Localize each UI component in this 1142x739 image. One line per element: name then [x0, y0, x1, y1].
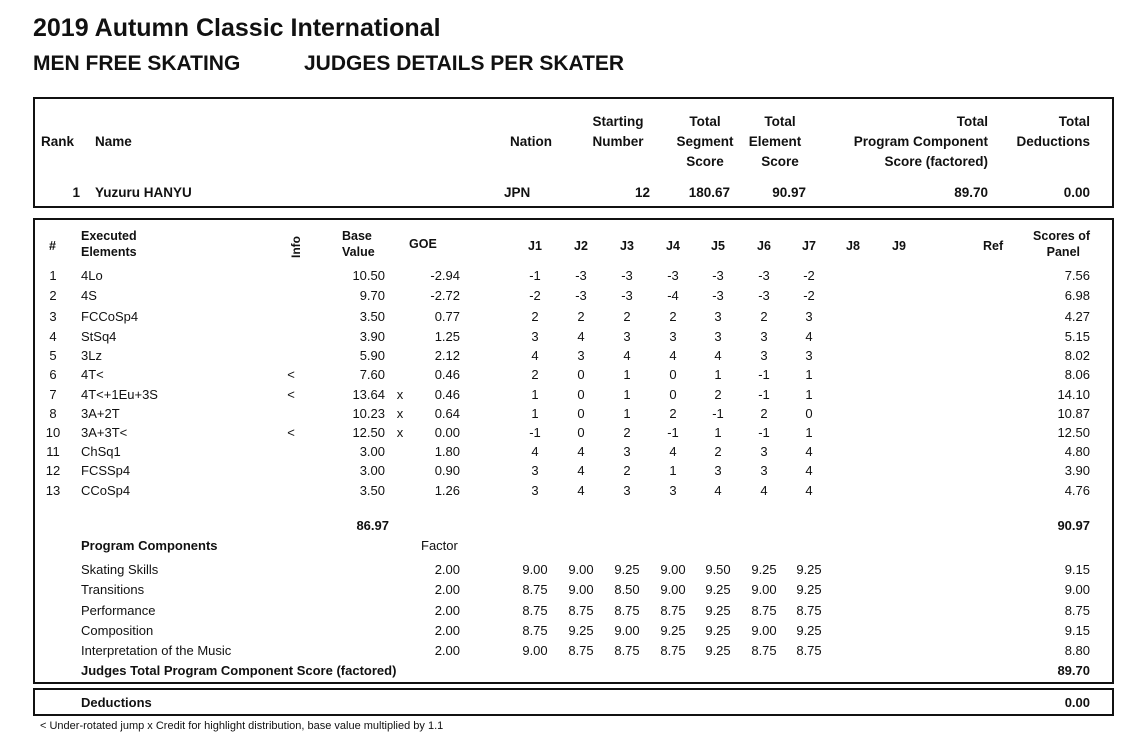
starting-number-header-2: Number [592, 134, 644, 149]
element-goe: 1.25 [434, 329, 460, 344]
element-judge-7: 1 [805, 387, 813, 402]
ded-header-2: Deductions [1016, 134, 1090, 149]
element-bonus-mark: x [396, 387, 404, 402]
element-number: 10 [45, 425, 61, 440]
info-header: Info [289, 236, 303, 258]
base-header-1: Base [342, 229, 372, 243]
component-judge-4: 8.75 [660, 603, 686, 618]
element-panel-score: 7.56 [1064, 268, 1090, 283]
element-judge-4: 3 [669, 329, 677, 344]
element-panel-score: 4.76 [1064, 483, 1090, 498]
element-judge-6: -3 [758, 268, 770, 283]
factor-header: Factor [421, 538, 458, 553]
element-panel-score: 8.06 [1064, 367, 1090, 382]
element-panel-score: 10.87 [1057, 406, 1090, 421]
element-judge-1: 2 [531, 367, 539, 382]
component-judge-5: 9.50 [705, 562, 731, 577]
element-judge-7: 1 [805, 367, 813, 382]
judge-header-4: J4 [666, 239, 680, 253]
element-goe: 0.46 [434, 387, 460, 402]
element-judge-2: 0 [577, 425, 585, 440]
element-judge-7: 4 [805, 483, 813, 498]
component-judge-6: 9.00 [751, 623, 777, 638]
component-judge-5: 9.25 [705, 643, 731, 658]
element-judge-4: 2 [669, 309, 677, 324]
component-judge-4: 8.75 [660, 643, 686, 658]
judge-header-3: J3 [620, 239, 634, 253]
element-panel-score: 5.15 [1064, 329, 1090, 344]
pcs-header-1: Total [956, 114, 988, 129]
component-panel-score: 9.00 [1064, 582, 1090, 597]
judge-header-8: J8 [846, 239, 860, 253]
element-judge-6: -1 [758, 387, 770, 402]
element-name: 4T<+1Eu+3S [81, 387, 158, 402]
goe-header: GOE [409, 237, 437, 251]
judge-header-5: J5 [711, 239, 725, 253]
deductions-label: Deductions [81, 695, 152, 710]
event-title: 2019 Autumn Classic International [33, 14, 441, 42]
component-judge-3: 8.75 [614, 603, 640, 618]
element-judge-1: 4 [531, 348, 539, 363]
element-name: 3Lz [81, 348, 102, 363]
component-judge-3: 9.00 [614, 623, 640, 638]
component-judge-1: 9.00 [522, 643, 548, 658]
element-judge-2: 3 [577, 348, 585, 363]
element-judge-1: 1 [531, 406, 539, 421]
component-judge-2: 9.25 [568, 623, 594, 638]
judge-header-1: J1 [528, 239, 542, 253]
element-judge-2: 4 [577, 329, 585, 344]
element-goe: 1.80 [434, 444, 460, 459]
element-judge-4: 0 [669, 387, 677, 402]
element-judge-2: 0 [577, 367, 585, 382]
element-judge-1: 3 [531, 483, 539, 498]
skater-tss: 180.67 [688, 185, 730, 200]
deductions-value: 0.00 [1064, 695, 1090, 710]
element-judge-3: 1 [623, 367, 631, 382]
element-goe: 1.26 [434, 483, 460, 498]
base-header-2: Value [342, 245, 375, 259]
element-judge-3: 2 [623, 425, 631, 440]
component-judge-6: 9.25 [751, 562, 777, 577]
element-bonus-mark: x [396, 425, 404, 440]
element-judge-7: 4 [805, 329, 813, 344]
component-judge-4: 9.25 [660, 623, 686, 638]
element-number: 5 [49, 348, 57, 363]
scores-header-2: Panel [1046, 245, 1080, 259]
element-judge-7: 1 [805, 425, 813, 440]
element-judge-1: -1 [529, 425, 541, 440]
element-judge-5: 4 [714, 348, 722, 363]
element-judge-6: 2 [760, 406, 768, 421]
element-panel-score: 14.10 [1057, 387, 1090, 402]
component-judge-1: 8.75 [522, 582, 548, 597]
component-name: Interpretation of the Music [81, 643, 232, 658]
component-panel-score: 8.80 [1064, 643, 1090, 658]
element-panel-score: 4.80 [1064, 444, 1090, 459]
element-name: 3A+3T< [81, 425, 128, 440]
component-judge-7: 8.75 [796, 643, 822, 658]
element-judge-5: 3 [714, 329, 722, 344]
component-factor: 2.00 [434, 562, 460, 577]
element-number: 11 [46, 444, 60, 459]
element-judge-3: -3 [621, 288, 633, 303]
element-judge-3: 3 [623, 329, 631, 344]
element-judge-3: 1 [623, 406, 631, 421]
element-judge-6: -1 [758, 367, 770, 382]
element-judge-6: -3 [758, 288, 770, 303]
element-judge-7: 4 [805, 463, 813, 478]
element-judge-6: 2 [760, 309, 768, 324]
element-name: CCoSp4 [81, 483, 131, 498]
element-info: < [287, 367, 295, 382]
element-name: FCSSp4 [81, 463, 131, 478]
element-judge-5: -3 [712, 268, 724, 283]
element-judge-4: -1 [667, 425, 679, 440]
judge-header-9: J9 [892, 239, 906, 253]
component-judge-2: 9.00 [568, 562, 594, 577]
skater-name: Yuzuru HANYU [95, 185, 192, 200]
element-judge-2: 0 [577, 387, 585, 402]
component-panel-score: 8.75 [1064, 603, 1090, 618]
tss-header-1: Total [689, 114, 721, 129]
element-judge-1: 1 [531, 387, 539, 402]
element-base-value: 3.50 [359, 309, 385, 324]
element-judge-7: 4 [805, 444, 813, 459]
skater-pcs: 89.70 [954, 185, 988, 200]
element-judge-7: 3 [805, 348, 813, 363]
element-judge-5: 3 [714, 309, 722, 324]
rank-header: Rank [41, 134, 75, 149]
element-judge-2: -3 [575, 288, 587, 303]
element-goe: 0.64 [434, 406, 460, 421]
scores-header-1: Scores of [1033, 229, 1090, 243]
segment-title: MEN FREE SKATING [33, 52, 241, 75]
component-factor: 2.00 [434, 643, 460, 658]
element-judge-2: 4 [577, 483, 585, 498]
element-base-value: 3.90 [359, 329, 385, 344]
component-name: Composition [81, 623, 154, 638]
element-number: 1 [49, 268, 57, 283]
element-judge-3: 2 [623, 463, 631, 478]
element-goe: -2.94 [430, 268, 460, 283]
element-judge-6: -1 [758, 425, 770, 440]
element-goe: 0.90 [434, 463, 460, 478]
element-judge-6: 4 [760, 483, 768, 498]
element-name: 4T< [81, 367, 104, 382]
component-judge-2: 8.75 [568, 643, 594, 658]
element-number: 2 [49, 288, 57, 303]
skater-tes: 90.97 [772, 185, 806, 200]
element-number: 6 [49, 367, 57, 382]
element-base-value: 3.50 [359, 483, 385, 498]
component-name: Skating Skills [81, 562, 159, 577]
deductions-box [33, 688, 1114, 716]
component-judge-6: 8.75 [751, 603, 777, 618]
element-base-value: 3.00 [359, 463, 385, 478]
element-number: 7 [49, 387, 57, 402]
element-judge-3: 2 [623, 309, 631, 324]
element-name: StSq4 [81, 329, 117, 344]
element-judge-5: 2 [714, 444, 722, 459]
element-panel-score: 6.98 [1064, 288, 1090, 303]
tes-header-3: Score [761, 154, 799, 169]
element-base-value: 7.60 [359, 367, 385, 382]
starting-number-header-1: Starting [592, 114, 644, 129]
element-judge-3: 3 [623, 483, 631, 498]
nation-header: Nation [510, 134, 552, 149]
ref-header: Ref [983, 239, 1004, 253]
element-base-value: 3.00 [359, 444, 385, 459]
component-judge-4: 9.00 [660, 562, 686, 577]
element-name: FCCoSp4 [81, 309, 139, 324]
element-judge-7: 0 [805, 406, 813, 421]
element-judge-5: -1 [712, 406, 724, 421]
component-panel-score: 9.15 [1064, 562, 1090, 577]
element-judge-3: 1 [623, 387, 631, 402]
component-judge-7: 9.25 [796, 582, 822, 597]
judge-header-7: J7 [802, 239, 816, 253]
element-panel-score: 8.02 [1064, 348, 1090, 363]
tss-header-3: Score [686, 154, 724, 169]
component-judge-7: 9.25 [796, 623, 822, 638]
component-judge-1: 9.00 [522, 562, 548, 577]
element-judge-4: 3 [669, 483, 677, 498]
report-title: JUDGES DETAILS PER SKATER [304, 52, 625, 75]
element-base-value: 10.23 [352, 406, 385, 421]
element-goe: 0.00 [434, 425, 460, 440]
judge-header-2: J2 [574, 239, 588, 253]
element-panel-score: 3.90 [1064, 463, 1090, 478]
tss-header-2: Segment [676, 134, 734, 149]
element-number: 12 [45, 463, 61, 478]
component-judge-7: 8.75 [796, 603, 822, 618]
component-name: Performance [81, 603, 156, 618]
element-judge-3: -3 [621, 268, 633, 283]
component-name: Transitions [81, 582, 145, 597]
element-judge-2: 4 [577, 463, 585, 478]
element-judge-6: 3 [760, 348, 768, 363]
element-judge-7: -2 [803, 268, 815, 283]
total-base-value: 86.97 [356, 518, 389, 533]
skater-deductions: 0.00 [1063, 185, 1090, 200]
element-judge-2: 2 [577, 309, 585, 324]
element-judge-6: 3 [760, 463, 768, 478]
element-judge-5: 2 [714, 387, 722, 402]
element-judge-2: -3 [575, 268, 587, 283]
component-judge-3: 8.75 [614, 643, 640, 658]
name-header: Name [95, 134, 132, 149]
judge-header-6: J6 [757, 239, 771, 253]
element-number: 8 [49, 406, 57, 421]
element-goe: 0.46 [434, 367, 460, 382]
element-judge-7: 3 [805, 309, 813, 324]
element-judge-5: 1 [714, 425, 722, 440]
element-number: 13 [45, 483, 61, 498]
component-factor: 2.00 [434, 623, 460, 638]
element-judge-6: 3 [760, 329, 768, 344]
element-judge-2: 4 [577, 444, 585, 459]
component-judge-5: 9.25 [705, 603, 731, 618]
component-factor: 2.00 [434, 582, 460, 597]
element-judge-4: 4 [669, 444, 677, 459]
num-header: # [49, 239, 56, 253]
total-element-score: 90.97 [1057, 518, 1090, 533]
element-judge-4: 0 [669, 367, 677, 382]
program-components-title: Program Components [81, 538, 218, 553]
element-judge-2: 0 [577, 406, 585, 421]
pcs-total-value: 89.70 [1057, 663, 1090, 678]
element-judge-1: 2 [531, 309, 539, 324]
element-judge-4: -3 [667, 268, 679, 283]
element-number: 4 [49, 329, 57, 344]
executed-header-2: Elements [81, 245, 137, 259]
legend: < Under-rotated jump x Credit for highlight distribution, base value multiplied by 1.1 [40, 720, 444, 732]
component-judge-2: 9.00 [568, 582, 594, 597]
component-judge-6: 9.00 [751, 582, 777, 597]
component-judge-5: 9.25 [705, 623, 731, 638]
pcs-header-2: Program Component [853, 134, 988, 149]
element-name: 4S [81, 288, 97, 303]
tes-header-2: Element [748, 134, 802, 149]
element-judge-5: 1 [714, 367, 722, 382]
element-number: 3 [49, 309, 57, 324]
tes-header-1: Total [764, 114, 796, 129]
element-judge-1: -1 [529, 268, 541, 283]
pcs-header-3: Score (factored) [884, 154, 988, 169]
component-judge-5: 9.25 [705, 582, 731, 597]
executed-header-1: Executed [81, 229, 137, 243]
element-base-value: 10.50 [352, 268, 385, 283]
element-judge-4: -4 [667, 288, 679, 303]
element-judge-4: 2 [669, 406, 677, 421]
element-panel-score: 4.27 [1064, 309, 1090, 324]
element-panel-score: 12.50 [1057, 425, 1090, 440]
element-bonus-mark: x [396, 406, 404, 421]
element-name: 3A+2T [81, 406, 120, 421]
element-base-value: 9.70 [359, 288, 385, 303]
element-judge-4: 1 [669, 463, 677, 478]
element-judge-1: -2 [529, 288, 541, 303]
element-judge-5: 3 [714, 463, 722, 478]
element-judge-1: 4 [531, 444, 539, 459]
skater-rank: 1 [72, 185, 80, 200]
component-judge-1: 8.75 [522, 603, 548, 618]
component-judge-2: 8.75 [568, 603, 594, 618]
component-judge-3: 9.25 [614, 562, 640, 577]
element-judge-3: 3 [623, 444, 631, 459]
element-judge-5: 4 [714, 483, 722, 498]
element-judge-6: 3 [760, 444, 768, 459]
element-judge-1: 3 [531, 329, 539, 344]
element-goe: 2.12 [434, 348, 460, 363]
element-base-value: 12.50 [352, 425, 385, 440]
element-judge-4: 4 [669, 348, 677, 363]
component-judge-1: 8.75 [522, 623, 548, 638]
component-judge-6: 8.75 [751, 643, 777, 658]
element-name: ChSq1 [81, 444, 121, 459]
ded-header-1: Total [1058, 114, 1090, 129]
component-panel-score: 9.15 [1064, 623, 1090, 638]
component-judge-7: 9.25 [796, 562, 822, 577]
element-judge-5: -3 [712, 288, 724, 303]
element-judge-1: 3 [531, 463, 539, 478]
element-goe: 0.77 [434, 309, 460, 324]
pcs-total-label: Judges Total Program Component Score (factored) [81, 663, 397, 678]
component-factor: 2.00 [434, 603, 460, 618]
element-info: < [287, 425, 295, 440]
element-base-value: 13.64 [352, 387, 385, 402]
element-base-value: 5.90 [359, 348, 385, 363]
element-info: < [287, 387, 295, 402]
skater-starting-number: 12 [634, 185, 650, 200]
skater-nation: JPN [504, 185, 531, 200]
element-goe: -2.72 [430, 288, 460, 303]
element-name: 4Lo [81, 268, 103, 283]
component-judge-3: 8.50 [614, 582, 640, 597]
element-judge-7: -2 [803, 288, 815, 303]
component-judge-4: 9.00 [660, 582, 686, 597]
element-judge-3: 4 [623, 348, 631, 363]
